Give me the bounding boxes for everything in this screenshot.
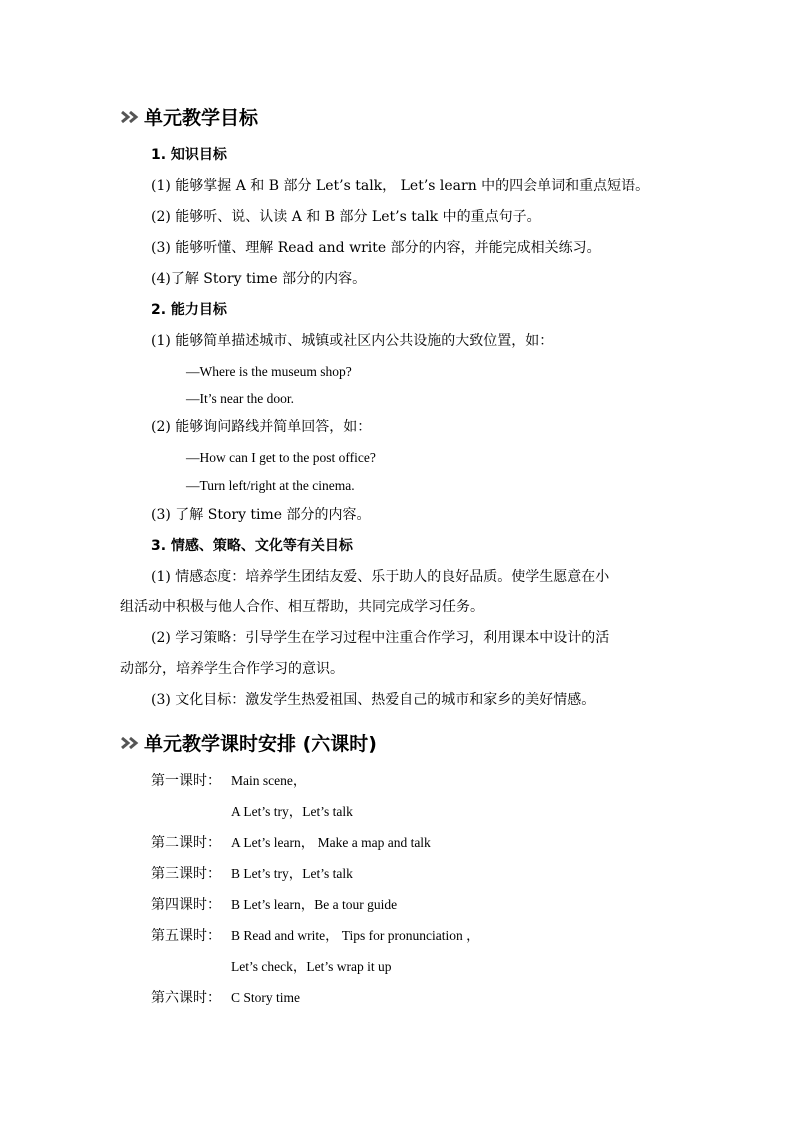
lesson-content: B Read and write， Tips for pronunciation ，	[231, 928, 480, 943]
double-chevron-icon	[120, 736, 142, 750]
lesson-label: 第六课时：	[151, 990, 221, 1006]
lesson-content: Main scene，	[231, 773, 307, 788]
lesson-row	[151, 988, 300, 1008]
lesson-content: A Let’s try，Let’s talk	[231, 804, 353, 819]
lesson-row	[151, 895, 397, 915]
ability-item: (3) 了解 Story time 部分的内容。	[151, 507, 371, 523]
knowledge-item: (1) 能够掌握 A 和 B 部分 Let’s talk， Let’s learn 中的四会单词和重点短语。	[151, 178, 650, 194]
lesson-content: A Let’s learn， Make a map and talk	[231, 835, 431, 850]
dialogue-line: —How can I get to the post office?	[186, 450, 376, 465]
dialogue-line: —It’s near the door.	[186, 391, 294, 406]
knowledge-item: (2) 能够听、说、认读 A 和 B 部分 Let’s talk 中的重点句子。	[151, 209, 541, 225]
emotion-item: (2) 学习策略：引导学生在学习过程中注重合作学习，利用课本中设计的活	[151, 630, 610, 646]
lesson-label: 第三课时：	[151, 866, 221, 882]
lesson-label: 第四课时：	[151, 897, 221, 913]
lesson-label: 第二课时：	[151, 835, 221, 851]
emotion-heading: 3. 情感、策略、文化等有关目标	[151, 538, 353, 554]
knowledge-item: (4)了解 Story time 部分的内容。	[151, 271, 367, 287]
lesson-row	[151, 802, 353, 822]
emotion-item: (1) 情感态度：培养学生团结友爱、乐于助人的良好品质。使学生愿意在小	[151, 569, 610, 585]
ability-heading: 2. 能力目标	[151, 302, 227, 318]
emotion-item: (3) 文化目标：激发学生热爱祖国、热爱自己的城市和家乡的美好情感。	[151, 692, 596, 708]
section-title-lesson-schedule	[120, 729, 377, 756]
knowledge-item: (3) 能够听懂、理解 Read and write 部分的内容，并能完成相关练习。	[151, 240, 601, 256]
knowledge-heading: 1. 知识目标	[151, 147, 227, 163]
lesson-row	[151, 926, 480, 946]
lesson-label: 第五课时：	[151, 928, 221, 944]
section-title-text: 单元教学课时安排 (六课时)	[144, 733, 377, 755]
ability-item: (1) 能够简单描述城市、城镇或社区内公共设施的大致位置，如：	[151, 333, 554, 349]
ability-item: (2) 能够询问路线并简单回答，如：	[151, 419, 372, 435]
dialogue-line: —Where is the museum shop?	[186, 364, 352, 379]
lesson-row	[151, 957, 391, 977]
dialogue-line: —Turn left/right at the cinema.	[186, 478, 355, 493]
lesson-content: Let’s check，Let’s wrap it up	[231, 959, 392, 974]
lesson-label: 第一课时：	[151, 773, 221, 789]
lesson-row	[151, 864, 353, 884]
lesson-row	[151, 833, 431, 853]
emotion-item-continuation: 组活动中积极与他人合作、相互帮助，共同完成学习任务。	[120, 599, 484, 615]
lesson-content: B Let’s try，Let’s talk	[231, 866, 353, 881]
lesson-row	[151, 771, 306, 791]
section-title-teaching-goals	[120, 103, 258, 130]
emotion-item-continuation: 动部分，培养学生合作学习的意识。	[120, 661, 344, 677]
lesson-content: B Let’s learn，Be a tour guide	[231, 897, 398, 912]
lesson-content: C Story time	[231, 990, 301, 1005]
double-chevron-icon	[120, 110, 142, 124]
section-title-text: 单元教学目标	[144, 107, 259, 129]
